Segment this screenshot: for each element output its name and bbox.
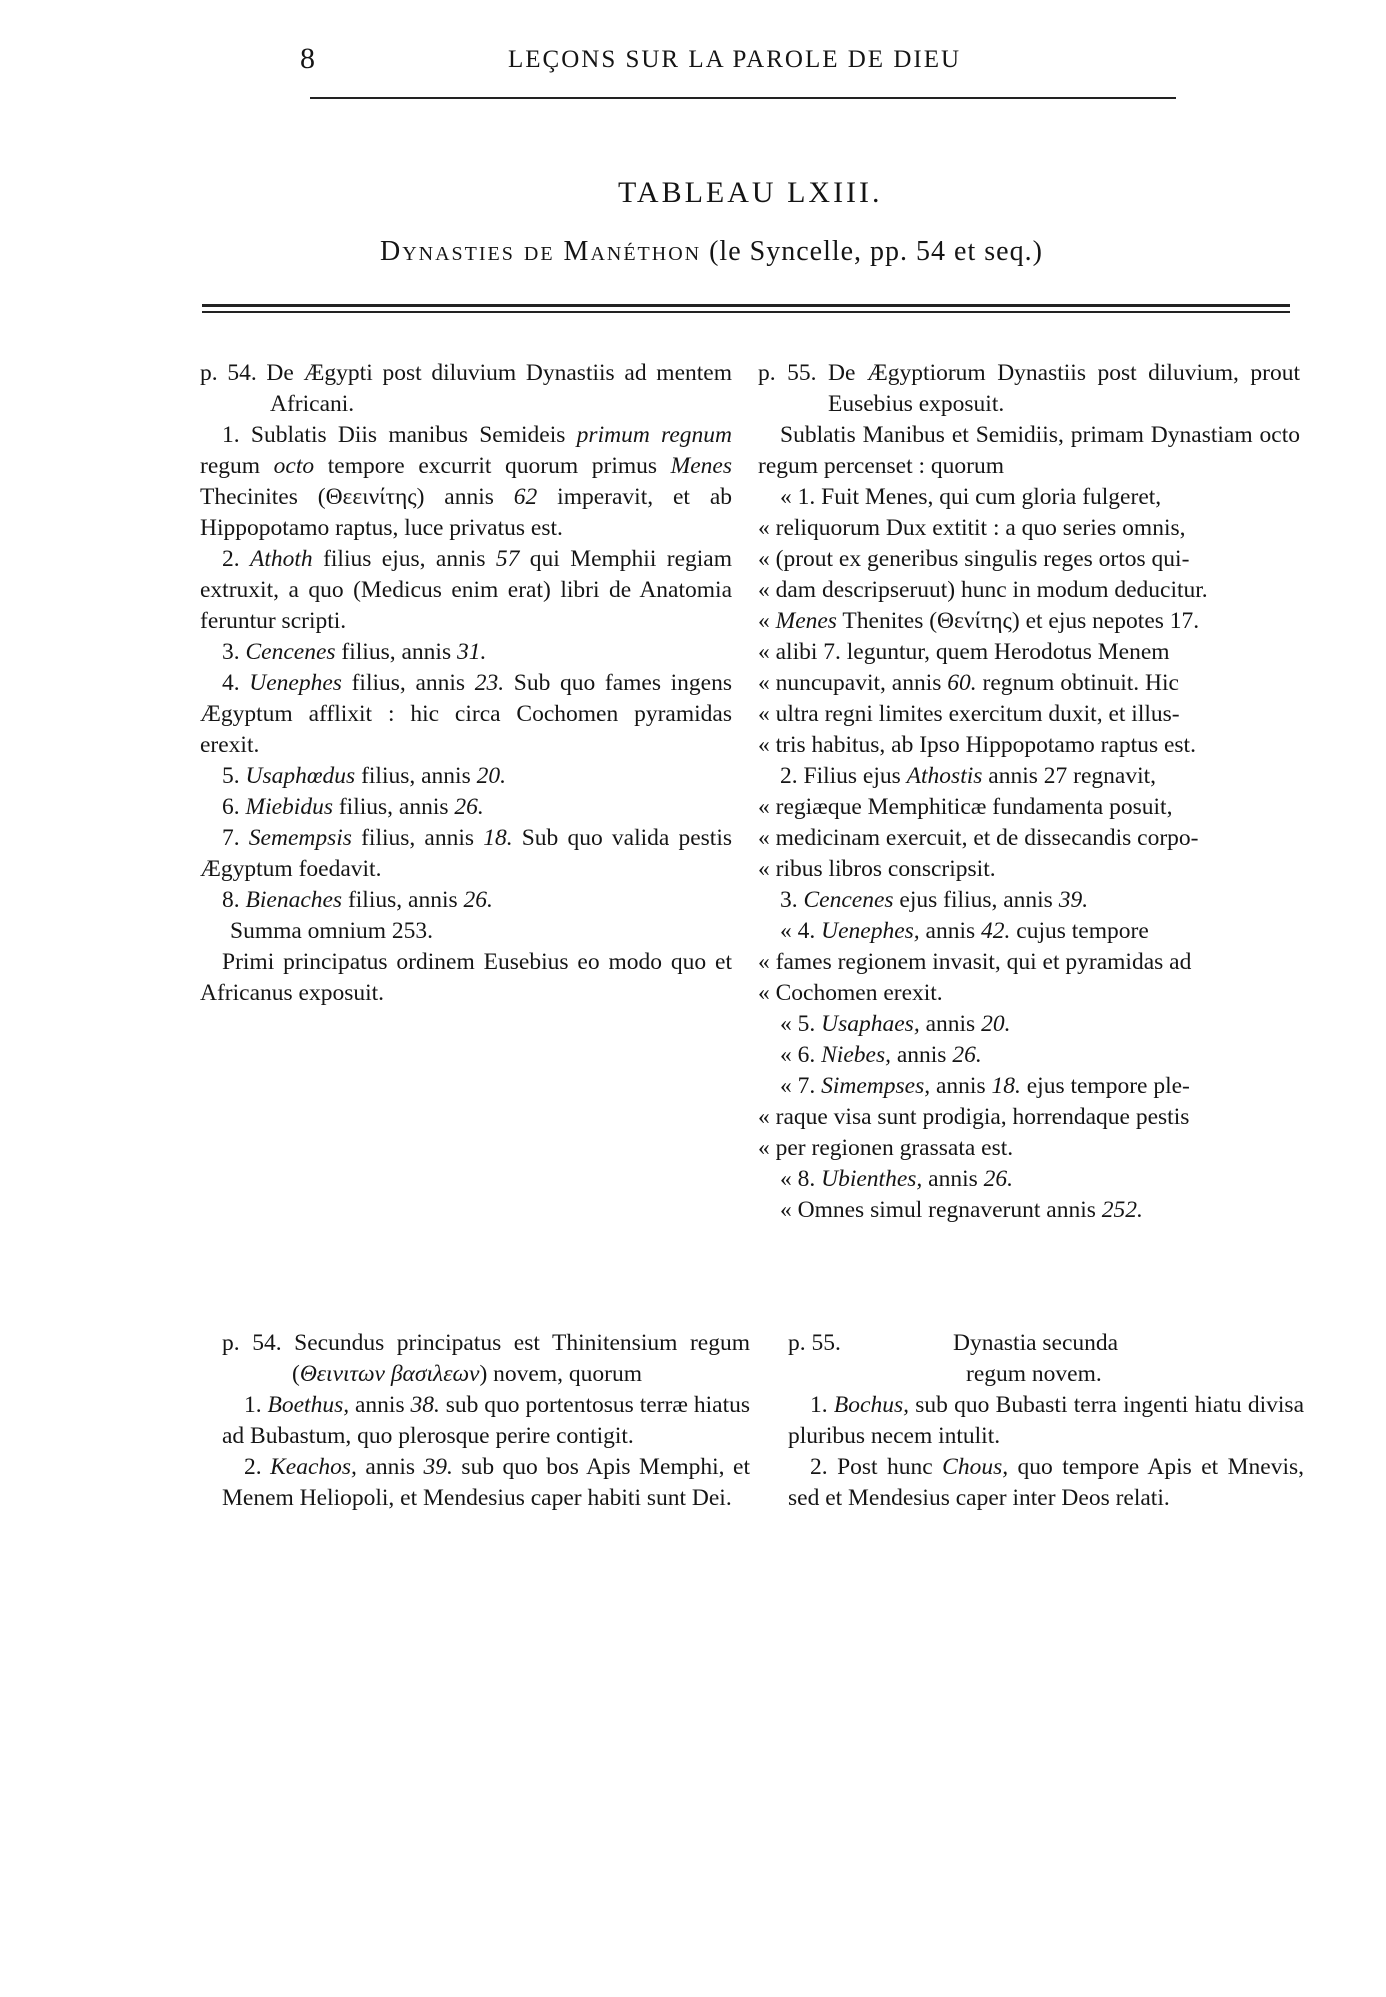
left-entry-8: 8. Bienaches filius, annis 26.	[222, 887, 493, 913]
right-line-3: « (prout ex generibus singulis reges ortos qui-	[758, 546, 1190, 572]
right-line-19: « 6. Niebes, annis 26.	[780, 1042, 982, 1068]
left-entry-7: 7. Semempsis filius, annis 18. Sub quo valida pestis Ægyptum foedavit.	[200, 825, 732, 882]
right-line-24: « Omnes simul regnaverunt annis 252.	[780, 1197, 1143, 1223]
section2-right-title-line1: Dynastia secunda	[953, 1330, 1119, 1356]
right-line-23: « 8. Ubienthes, annis 26.	[780, 1166, 1014, 1192]
right-line-2: « reliquorum Dux extitit : a quo series omnis,	[758, 515, 1186, 541]
right-line-16: « fames regionem invasit, qui et pyramidas ad	[758, 949, 1192, 975]
right-line-12: « medicinam exercuit, et de dissecandis corpo-	[758, 825, 1199, 851]
right-line-7: « nuncupavit, annis 60. regnum obtinuit. Hic	[758, 670, 1179, 696]
right-line-4: « dam descripseruut) hunc in modum deducitur.	[758, 577, 1208, 603]
section2-right-column	[788, 1328, 1304, 1514]
right-line-22: « per regionen grassata est.	[758, 1135, 1014, 1161]
section2-left-entry-1: 1. Boethus, annis 38. sub quo portentosus terræ hiatus ad Bubastum, quo plerosque perire contigit.	[222, 1392, 750, 1449]
tableau-subtitle	[380, 236, 1043, 268]
running-title: LEÇONS SUR LA PAROLE DE DIEU	[508, 46, 962, 73]
left-summa: Summa omnium 253.	[230, 918, 434, 944]
right-line-21: « raque visa sunt prodigia, horrendaque pestis	[758, 1104, 1190, 1130]
left-entry-4: 4. Uenephes filius, annis 23. Sub quo fames ingens Ægyptum afflixit : hic circa Cochomen pyramidas erexit.	[200, 670, 732, 758]
right-line-9: « tris habitus, ab Ipso Hippopotamo raptus est.	[758, 732, 1196, 758]
right-line-8: « ultra regni limites exercitum duxit, et illus-	[758, 701, 1180, 727]
left-closing-note: Primi principatus ordinem Eusebius eo modo quo et Africanus exposuit.	[200, 949, 732, 1006]
right-line-6: « alibi 7. leguntur, quem Herodotus Menem	[758, 639, 1170, 665]
subtitle-dynasties: Dynasties de Manéthon	[380, 236, 702, 267]
section2-left-column	[222, 1328, 750, 1514]
section1-right-column	[758, 358, 1300, 1226]
subtitle-source: (le Syncelle, pp. 54 et seq.)	[701, 236, 1043, 267]
section2-right-page-ref: p. 55.	[788, 1330, 841, 1356]
section1-right-heading: p. 55. De Ægyptiorum Dynastiis post diluvium, prout Eusebius exposuit.	[758, 360, 1300, 417]
section1-left-column	[200, 358, 732, 1009]
right-line-20: « 7. Simempses, annis 18. ejus tempore ple-	[780, 1073, 1190, 1099]
right-line-5: « Menes Thenites (Θενίτης) et ejus nepotes 17.	[758, 608, 1200, 634]
right-line-11: « regiæque Memphiticæ fundamenta posuit,	[758, 794, 1173, 820]
section2-right-title-line2: regum novem.	[966, 1361, 1102, 1387]
tableau-title: TABLEAU LXIII.	[618, 176, 883, 209]
right-line-17: « Cochomen erexit.	[758, 980, 943, 1006]
right-line-13: « ribus libros conscripsit.	[758, 856, 996, 882]
right-line-18: « 5. Usaphaes, annis 20.	[780, 1011, 1011, 1037]
left-entry-3: 3. Cencenes filius, annis 31.	[222, 639, 487, 665]
right-intro: Sublatis Manibus et Semidiis, primam Dynastiam octo regum percenset : quorum	[758, 422, 1300, 479]
section2-right-heading	[788, 1328, 1304, 1390]
left-entry-2: 2. Athoth filius ejus, annis 57 qui Memphii regiam extruxit, a quo (Medicus enim erat) libri de Anatomia feruntur scripti.	[200, 546, 732, 634]
right-line-14: 3. Cencenes ejus filius, annis 39.	[780, 887, 1089, 913]
section2-right-entry-2: 2. Post hunc Chous, quo tempore Apis et Mnevis, sed et Mendesius caper inter Deos relati.	[788, 1454, 1304, 1511]
double-rule	[202, 304, 1290, 313]
left-entry-1: 1. Sublatis Diis manibus Semideis primum regnum regum octo tempore excurrit quorum primus Menes Thecinites (Θεεινίτης) annis 62 imperavit, et ab Hippopotamo raptus, luce privatus est.	[200, 422, 732, 541]
right-line-1: « 1. Fuit Menes, qui cum gloria fulgeret,	[780, 484, 1162, 510]
left-entry-5: 5. Usaphœdus filius, annis 20.	[222, 763, 506, 789]
section2-left-entry-2: 2. Keachos, annis 39. sub quo bos Apis Memphi, et Menem Heliopoli, et Mendesius caper habiti sunt Dei.	[222, 1454, 751, 1511]
section2-left-heading: p. 54. Secundus principatus est Thinitensium regum (Θεινιτων βασιλεων) novem, quorum	[222, 1330, 750, 1387]
left-entry-6: 6. Miebidus filius, annis 26.	[222, 794, 484, 820]
section1-left-heading: p. 54. De Ægypti post diluvium Dynastiis ad mentem Africani.	[200, 360, 732, 417]
section2-right-entry-1: 1. Bochus, sub quo Bubasti terra ingenti hiatu divisa pluribus necem intulit.	[788, 1392, 1305, 1449]
page-number: 8	[300, 42, 315, 75]
header-rule	[310, 97, 1176, 99]
right-line-10: 2. Filius ejus Athostis annis 27 regnavit,	[780, 763, 1157, 789]
right-line-15: « 4. Uenephes, annis 42. cujus tempore	[780, 918, 1149, 944]
